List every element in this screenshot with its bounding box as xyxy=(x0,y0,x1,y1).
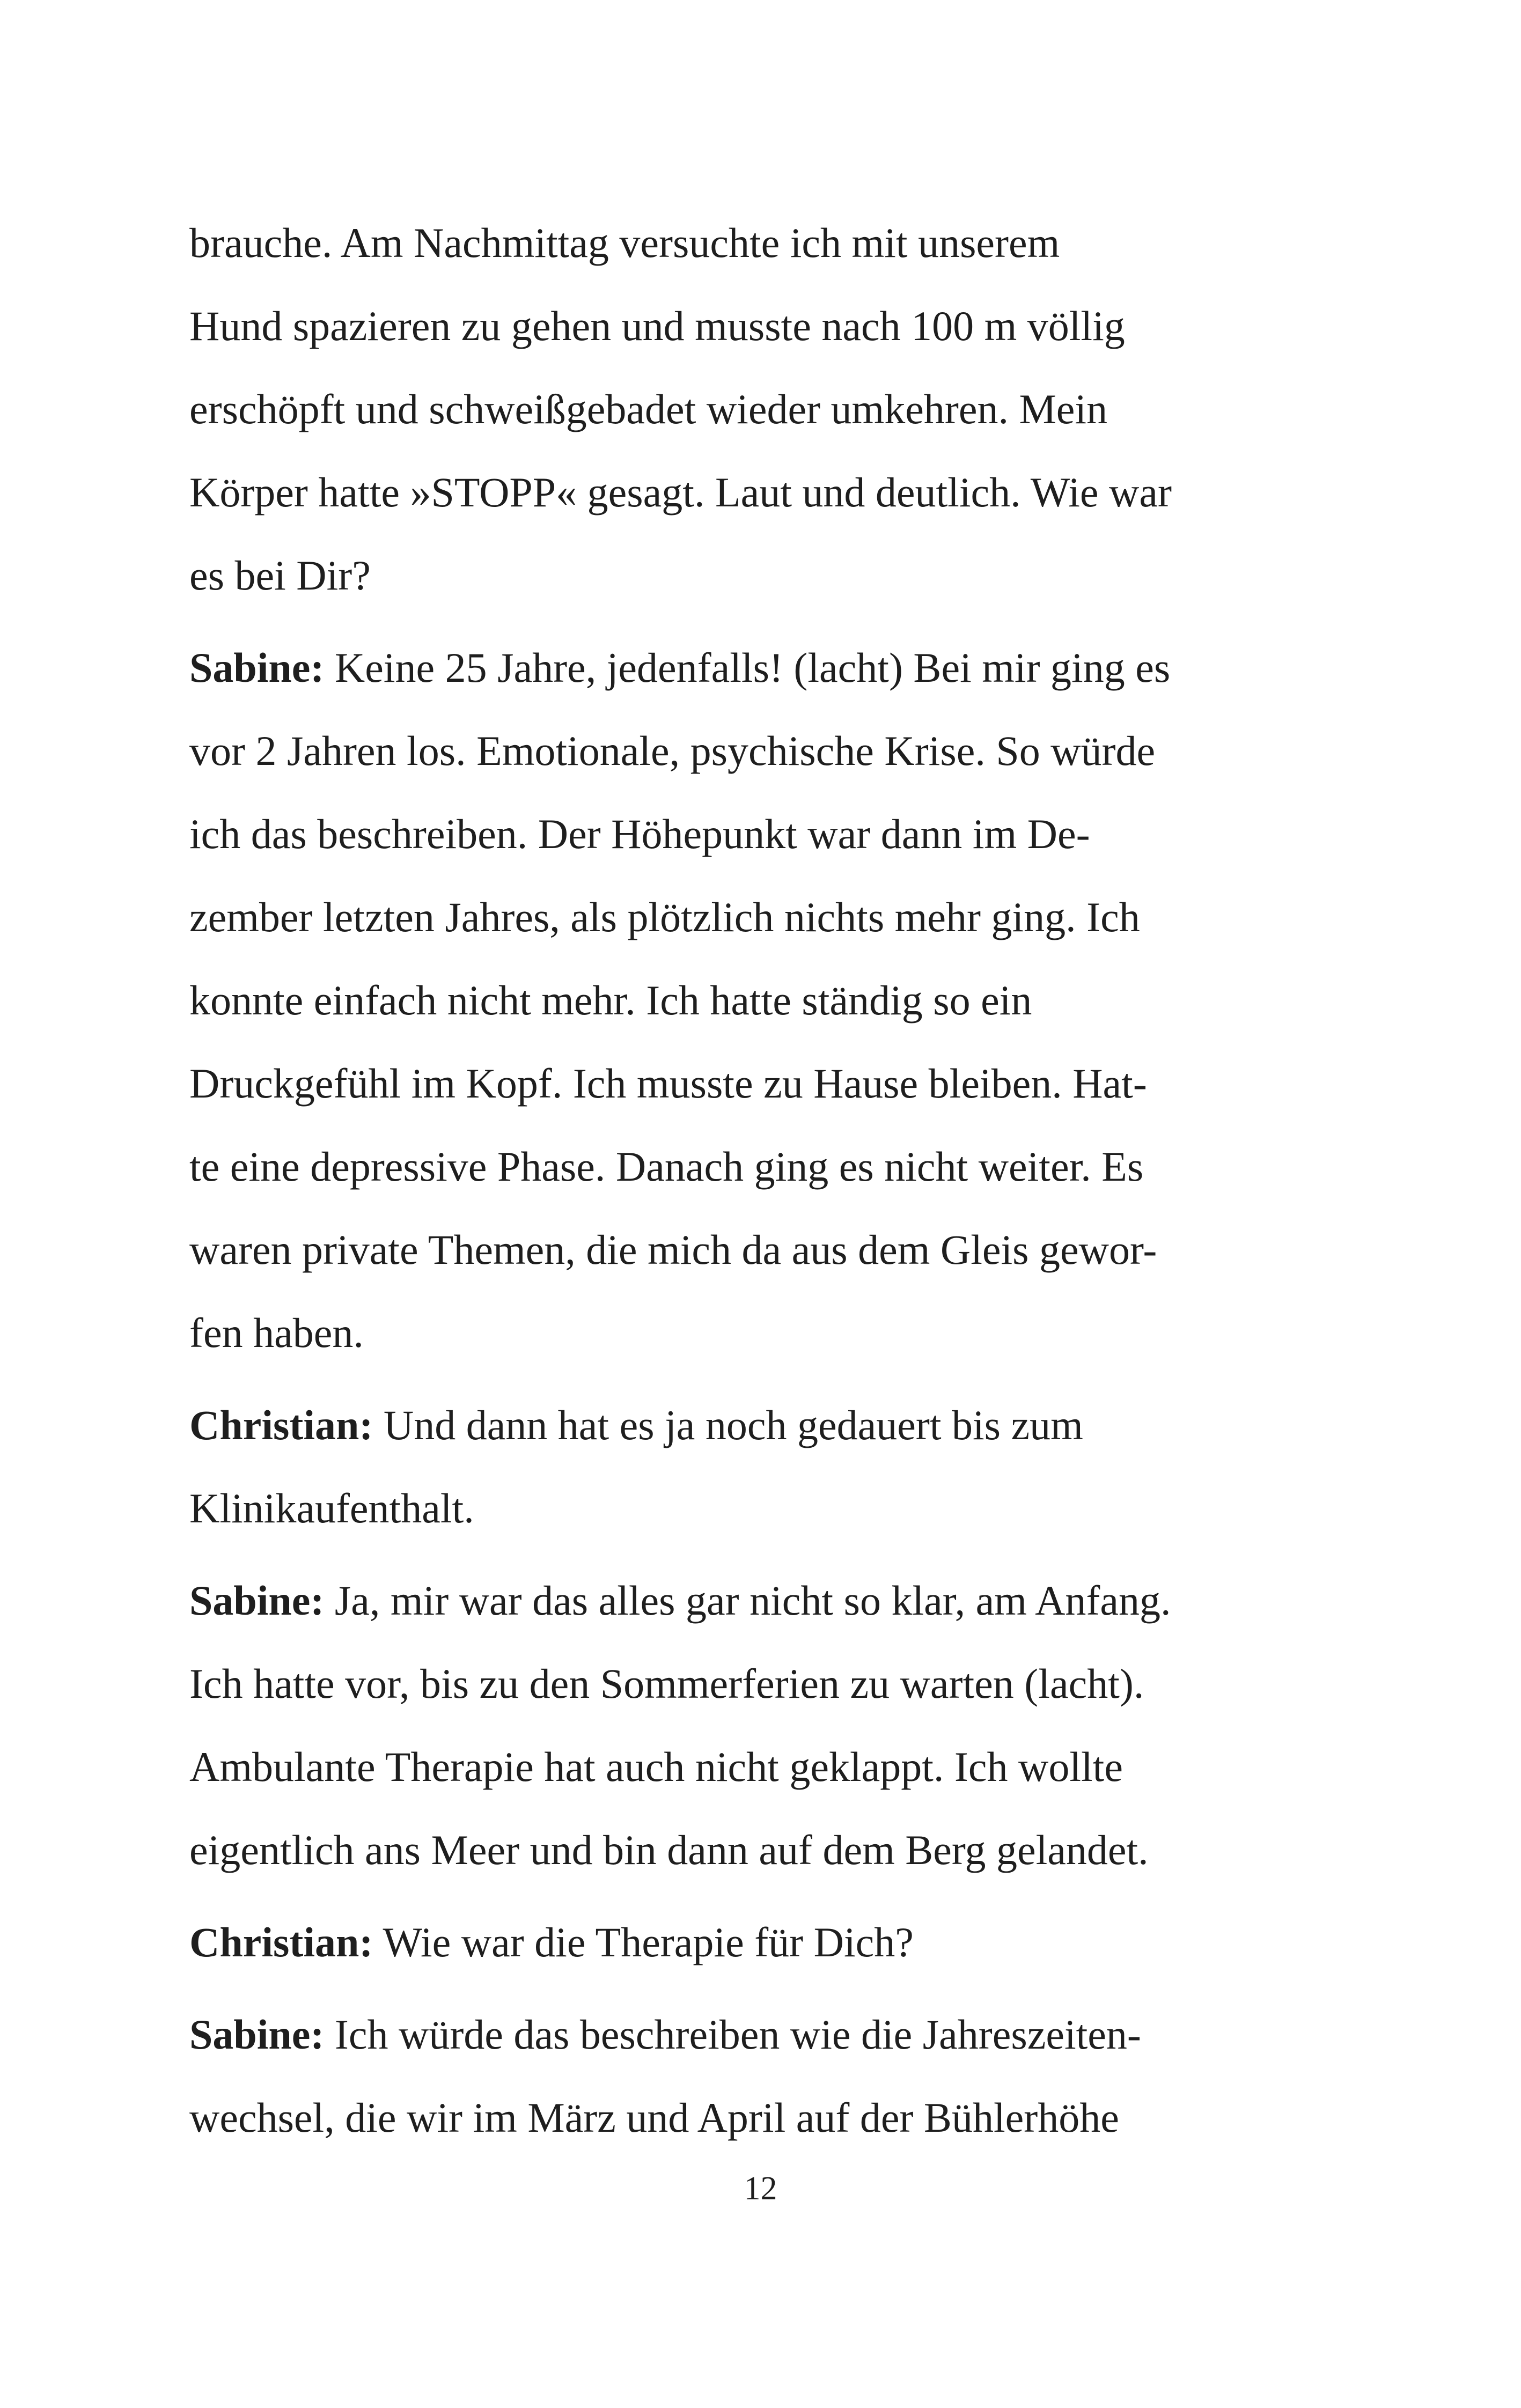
speech-text: Ja, mir war das alles gar nicht so klar, am Anfang. xyxy=(324,1577,1171,1624)
paragraph xyxy=(189,212,1321,637)
text-line: zember letzten Jahres, als plötzlich nichts mehr ging. Ich xyxy=(189,894,1140,940)
text-line: vor 2 Jahren los. Emotionale, psychische Krise. So würde xyxy=(189,727,1156,774)
text-line: es bei Dir? xyxy=(189,552,371,599)
text-line: erschöpft und schweißgebadet wieder umkehren. Mein xyxy=(189,386,1108,432)
paragraph xyxy=(189,1394,1321,1570)
text-line: konnte einfach nicht mehr. Ich hatte ständig so ein xyxy=(189,977,1032,1023)
speech-text: Ich würde das beschreiben wie die Jahreszeiten- xyxy=(324,2011,1141,2058)
text-line xyxy=(189,1394,1321,1477)
text-line: te eine depressive Phase. Danach ging es nicht weiter. Es xyxy=(189,1143,1144,1190)
speaker-label: Sabine: xyxy=(189,1577,325,1624)
text-line: waren private Themen, die mich da aus dem Gleis gewor- xyxy=(189,1226,1157,1273)
text-line xyxy=(189,1570,1321,1653)
speech-text: Keine 25 Jahre, jedenfalls! (lacht) Bei mir ging es xyxy=(324,644,1171,691)
text-line: eigentlich ans Meer und bin dann auf dem Berg gelandet. xyxy=(189,1827,1149,1873)
text-line xyxy=(189,637,1321,720)
text-line: wechsel, die wir im März und April auf der Bühlerhöhe xyxy=(189,2094,1119,2141)
speaker-label: Christian: xyxy=(189,1919,373,1965)
text-line: Hund spazieren zu gehen und musste nach 100 m völlig xyxy=(189,303,1125,349)
paragraph xyxy=(189,2004,1321,2170)
speech-text: Und dann hat es ja noch gedauert bis zum xyxy=(373,1402,1083,1448)
speaker-label: Sabine: xyxy=(189,2011,325,2058)
page-number: 12 xyxy=(744,2170,777,2207)
body-text xyxy=(189,212,1321,2170)
text-line xyxy=(189,2004,1321,2087)
paragraph xyxy=(189,637,1321,1394)
paragraph xyxy=(189,1570,1321,1911)
text-line: brauche. Am Nachmittag versuchte ich mit unserem xyxy=(189,219,1060,266)
text-line xyxy=(189,1911,1321,2004)
text-line: fen haben. xyxy=(189,1309,364,1356)
text-line: Ich hatte vor, bis zu den Sommerferien zu warten (lacht). xyxy=(189,1660,1144,1707)
text-line: ich das beschreiben. Der Höhepunkt war dann im De- xyxy=(189,811,1090,857)
speaker-label: Christian: xyxy=(189,1402,373,1448)
text-line: Körper hatte »STOPP« gesagt. Laut und deutlich. Wie war xyxy=(189,469,1172,516)
text-line: Druckgefühl im Kopf. Ich musste zu Hause bleiben. Hat- xyxy=(189,1060,1147,1107)
speaker-label: Sabine: xyxy=(189,644,325,691)
speech-text: Wie war die Therapie für Dich? xyxy=(373,1919,914,1965)
text-line: Ambulante Therapie hat auch nicht geklappt. Ich wollte xyxy=(189,1743,1123,1790)
paragraph xyxy=(189,1911,1321,2004)
text-line: Klinikaufenthalt. xyxy=(189,1485,474,1531)
